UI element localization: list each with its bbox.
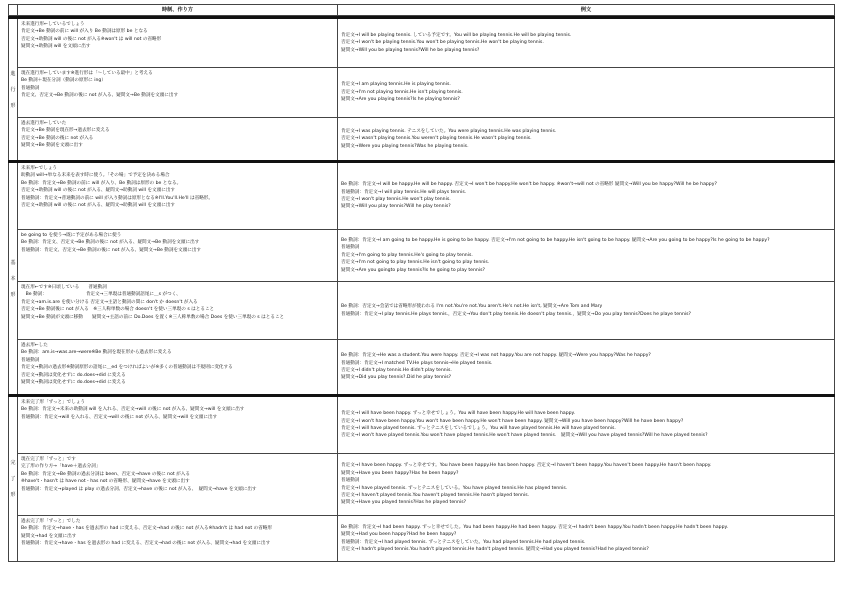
tense-row	[9, 340, 835, 396]
rule-line: Be 動詞：肯定文→Be 動詞の過去分詞は been、否定文→have の後に not が入る	[21, 471, 190, 477]
example-line: 肯定文→I will have been happy. ずっと幸せでしょう。You will have been happy.He will have been happy.	[341, 411, 576, 417]
grammar-sheet	[8, 4, 834, 592]
example-cell	[338, 396, 835, 454]
rule-line: 普通動詞	[21, 85, 40, 91]
example-line: 疑問文→Are you goingto play tennis?Is he going to play tennis?	[341, 267, 485, 273]
example-line: 普通動詞：肯定文→I matched TV.He plays tennis→He played tennis.	[341, 360, 493, 366]
example-line: 否定文→I won't have played tennis.You won't have played tennis.He won't have played tennis. 疑問文→Will you have played tennis?Will he have played tennis?	[341, 433, 708, 439]
tense-row	[9, 396, 835, 454]
example-line: 否定文→I won't be playing tennis.You won't be playing tennis.He won't be playing tennis.	[341, 40, 544, 46]
rule-line: 肯定文、否定文→Be 動詞の後に not が入る、疑問文→Be 動詞を文頭に出す	[21, 93, 179, 99]
rule-cell	[18, 516, 338, 562]
rule-cell	[18, 162, 338, 230]
example-line: 肯定文→I will have played tennis. ずっとテニスをしているでしょう。You will have played tennis.He will have played tennis.	[341, 426, 616, 431]
example-line: 疑問文→Will you play tennis?Will he play tennis?	[341, 204, 451, 210]
rule-line: 助動詞 will→単なる未来を表す時に使う。「その場」で予定を決める場合	[21, 173, 170, 179]
example-cell	[338, 454, 835, 516]
rule-line: Be 動詞：肯定文→未来の助動詞 will を入れる、否定文→will の後に not が入る、疑問文→will を文頭に出す	[21, 407, 245, 413]
rule-cell	[18, 282, 338, 340]
rule-line: 否定文→動詞は変化せずに do.does→did に変える	[21, 372, 126, 378]
rule-line: 完了形の作り方→「have＋過去分詞」	[21, 464, 101, 470]
rule-line: 否定文→助動詞 will の後に not が入る※won't は will not の省略形	[21, 36, 162, 42]
rule-line: 肯定文→Be 動詞を現在形→過去形に変える	[21, 128, 110, 134]
rule-line: 普通動詞：肯定文→played は play の過去分詞、否定文→have の後に not が入る、 疑問文→have を文頭に出す	[21, 486, 257, 492]
rule-line: 疑問文→Be 動詞を文頭に出す	[21, 143, 83, 149]
rule-line: 普通動詞：肯定文、否定文→Be 動詞の後に not が入る、疑問文→Be 動詞を文頭に出す	[21, 247, 202, 253]
rule-line: 普通動詞：肯定文→will を入れる、否定文→will の後に not が入る、疑問文→will を文頭に出す	[21, 414, 218, 420]
tense-row	[9, 516, 835, 562]
example-line: 肯定文→I have played tennis. ずっとテニスをしている。You have played tennis.He has played tennis.	[341, 485, 568, 491]
rule-line: 否定文→Be 動詞の後に not が入る	[21, 135, 94, 141]
tense-row	[9, 68, 835, 118]
rule-line: Be 動詞：肯定文→have・has を過去形の had に変える、否定文→had の後に not が入る※hadn't は had not の省略形	[21, 526, 272, 532]
example-cell	[338, 118, 835, 162]
rule-line: 肯定文→am.is.are を使い分ける 否定文→主語と動詞の間に don't か doesn't が入る	[21, 299, 198, 305]
example-line: 肯定文→I'm going to play tennis.He's going to play tennis.	[341, 252, 473, 258]
example-line: 否定文→I won't play tennis.He won't play tennis.	[341, 197, 451, 202]
section-label-char: 基	[10, 259, 16, 266]
example-line: 疑問文→Were you playing tennis?Was he playing tennis.	[341, 143, 469, 149]
rule-line: 過去完了形「ずっと」でした	[21, 519, 81, 524]
rule-line: 疑問文→had を文頭に出す	[21, 533, 77, 539]
tense-table	[8, 4, 835, 16]
example-line: Be 動詞：肯定文→I am going to be happy.He is going to be happy. 否定文→I'm not going to be happy.He isn't going to be happy. 疑問文→Are you going to be happy?Is he going to be happy?	[341, 237, 770, 243]
rule-line: 普通動詞：肯定文→普通動詞の前に will が入り動詞は原形となる※I'll.You'll.He'll は省略形。	[21, 195, 213, 201]
tense-row	[9, 18, 835, 68]
section-label-char: 形	[10, 291, 16, 298]
rule-line: 疑問文→動詞は変化せずに do.does→did に変える	[21, 380, 126, 386]
example-cell	[338, 282, 835, 340]
rule-cell	[18, 18, 338, 68]
example-line: 普通動詞	[341, 478, 360, 484]
rule-cell	[18, 454, 338, 516]
example-line: Be 動詞：否定文→会話では省略形が使われる I'm not.You're not.You aren't.He's not.He isn't, 疑問文→Are Tom and Mary	[341, 304, 603, 310]
example-line: 否定文→I'm not going to play tennis.He isn't going to play tennis.	[341, 260, 490, 266]
example-line: Be 動詞：肯定文→I will be happy.He will be happy. 否定文→I won't be happy.He won't be happy. ※won't→will not の省略形 疑問文→Will you be happy?Will he be happy?	[341, 182, 717, 188]
rule-line: ※have't・hasn't は have not・has not の省略形、疑問文→have を文頭に出す	[21, 479, 190, 485]
example-line: 肯定文→I will be playing tennis. している予定です。You will be playing tennis.He will be playing tennis.	[341, 32, 572, 38]
tense-row	[9, 118, 835, 162]
tense-row	[9, 230, 835, 282]
header-col1: 時制、作り方	[18, 5, 338, 16]
rule-line: 疑問文→助動詞 will を文頭に出す	[21, 44, 91, 50]
example-line: 疑問文→Are you playing tennis?Is he playing tennis?	[341, 97, 460, 103]
example-line: 否定文→I haven't played tennis.You haven't played tennis.He hasn't played tennis.	[341, 492, 530, 498]
example-line: 疑問文→Did you play tennis?.Did he play tennis?	[341, 375, 452, 381]
tense-row	[9, 162, 835, 230]
example-line: 疑問文→Have you been happy?Has he been happy?	[341, 470, 459, 476]
section-label	[9, 18, 18, 162]
rule-line: 疑問文→Be 動詞が文頭に移動 疑問文→主語の前に Do.Does を置く※三人称単数の場合 Does を使い三単現の s はとること	[21, 314, 285, 320]
example-line: Be 動詞：肯定文→I had been happy. ずっと幸せでした。You had been happy.He had been happy. 否定文→I hadn't been happy.You hadn't been happy.He hadn't been happy.	[341, 524, 729, 530]
rule-line: 現在進行形←しています※進行形は「～している最中」と考える	[21, 71, 153, 76]
rule-line: 肯定文→動詞の過去形※動詞原形の語尾に＿ed をつければよいが※多くの普通動詞は不規則に変化する	[21, 365, 233, 371]
example-line: 否定文→I hadn't played tennis.You hadn't played tennis.He hadn't played tennis. 疑問文→Had you played tennis?Had he played tennis?	[341, 546, 649, 552]
rule-cell	[18, 118, 338, 162]
example-line: 普通動詞：肯定文→I had played tennis. ずっとテニスをしていた。You had played tennis.He had played tennis.	[341, 539, 586, 545]
rule-cell	[18, 68, 338, 118]
example-line: 肯定文→I am playing tennis.He is playing tennis.	[341, 82, 451, 88]
example-line: 否定文→I'm not playing tennis.He isn't playing tennis.	[341, 89, 463, 95]
example-line: 普通動詞：肯定文→I play tennis.He plays tennis.，否定文→You don't play tennis.He doesn't play tennis.，疑問文→Do you play tennis?Does he playe tennis?	[341, 311, 691, 317]
table-body	[8, 16, 834, 562]
rule-line: Be 動詞：am.is→was.are→were※Be 動詞を現在形から過去形に変える	[21, 350, 172, 356]
example-line: 否定文→I won't have been happy.You won't have been happy.He won't have been happy. 疑問文→Will you have been happy?Will he have been happy?	[341, 418, 684, 424]
example-line: 肯定文→I was playing tennis. テニスをしていた。You were playing tennis.He was playing tennis.	[341, 128, 557, 134]
rule-line: 未来完了形「ずっと」でしょう	[21, 400, 86, 405]
rule-line: 肯定文→Be 動詞の前に will が入り Be 動詞は原形 be となる	[21, 29, 148, 35]
rule-line: Be 動詞：肯定文、否定文→Be 動詞の後に not が入る、疑問文→Be 動詞を文頭に出す	[21, 240, 200, 246]
example-line: Be 動詞：肯定文→He was a student.You were happy. 否定文→I was not happy.You are not happy. 疑問文→Were you happy?Was he happy?	[341, 353, 651, 359]
rule-line: 否定文→助動詞 will の後に not が入る、疑問文→助動詞 will を文頭に出す	[21, 188, 176, 194]
section-label-char: 了	[10, 476, 16, 482]
tense-row	[9, 282, 835, 340]
example-line: 普通動詞	[341, 245, 360, 251]
rule-line: 普通動詞	[21, 357, 40, 363]
example-cell	[338, 68, 835, 118]
rule-line: be going to を使う→既に予定がある場合に使う	[21, 233, 122, 238]
example-line: 否定文→I wasn't playing tennis.You weren't playing tennis.He wasn't playing tennis.	[341, 136, 532, 142]
rule-line: 普通動詞：肯定文→have・has を過去形の had に変える、否定文→had の後に not が入る、疑問文→had を文頭に出す	[21, 541, 271, 547]
section-label-char: 完	[10, 460, 16, 466]
header-blank	[9, 5, 18, 16]
rule-line: 現在形←です※日頃している 普通動詞	[21, 285, 107, 290]
rule-cell	[18, 396, 338, 454]
rule-line: 未来進行形←しているでしょう	[21, 22, 85, 27]
header-col2: 例文	[338, 5, 835, 16]
section-label-char: 進	[10, 70, 16, 77]
rule-line: 否定文→Be 動詞後に not が入る ※三人称単数の場合 doesn't を使い三単現の s はとること	[21, 307, 215, 313]
rule-line: 過去形←した	[21, 343, 48, 348]
tense-table-body	[8, 16, 835, 562]
example-line: 否定文→I didn't play tennis.He didn't play tennis.	[341, 368, 452, 373]
rule-line: Be 動詞：肯定文→Be 動詞の前に will が入り、Be 動詞は原形の be となる。	[21, 180, 182, 186]
header-row	[9, 5, 835, 16]
example-cell	[338, 162, 835, 230]
rule-line: 否定文→助動詞 will の後に not が入る、疑問文→助動詞 will を文頭に出す	[21, 203, 176, 209]
example-line: 疑問文→Have you played tennis?Has he played tennis?	[341, 500, 467, 506]
section-label-char: 形	[10, 492, 16, 498]
rule-cell	[18, 340, 338, 396]
example-line: 肯定文→I have been happy. ずっと幸せです。You have been happy.He has been happy. 否定文→I haven't been happy.You haven't been happy.He hasn't been happy.	[341, 463, 712, 469]
rule-line: Be 動詞： 肯定文→三単現は普通動詞語尾に＿s がつく、	[21, 292, 181, 298]
example-line: 疑問文→Will you be playing tennis?Will he be playing tennis?	[341, 47, 480, 53]
rule-line: 未来形←でしょう	[21, 166, 58, 171]
section-label-char: 行	[10, 86, 16, 93]
example-cell	[338, 230, 835, 282]
section-label-char: 本	[10, 275, 16, 282]
example-line: 疑問文→Had you been happy?Had he been happy?	[341, 532, 457, 538]
example-cell	[338, 340, 835, 396]
section-label	[9, 396, 18, 562]
example-cell	[338, 18, 835, 68]
rule-line: Be 動詞＋現在分詞（動詞の原形に ing）	[21, 78, 106, 84]
example-cell	[338, 516, 835, 562]
example-line: 普通動詞：肯定文→I will play tennis.He will plays tennis.	[341, 189, 467, 195]
section-label	[9, 162, 18, 396]
tense-row	[9, 454, 835, 516]
section-label-char: 形	[10, 102, 16, 109]
rule-line: 過去進行形←していた	[21, 121, 67, 126]
rule-line: 現在完了形「ずっと」です	[21, 457, 76, 462]
rule-cell	[18, 230, 338, 282]
